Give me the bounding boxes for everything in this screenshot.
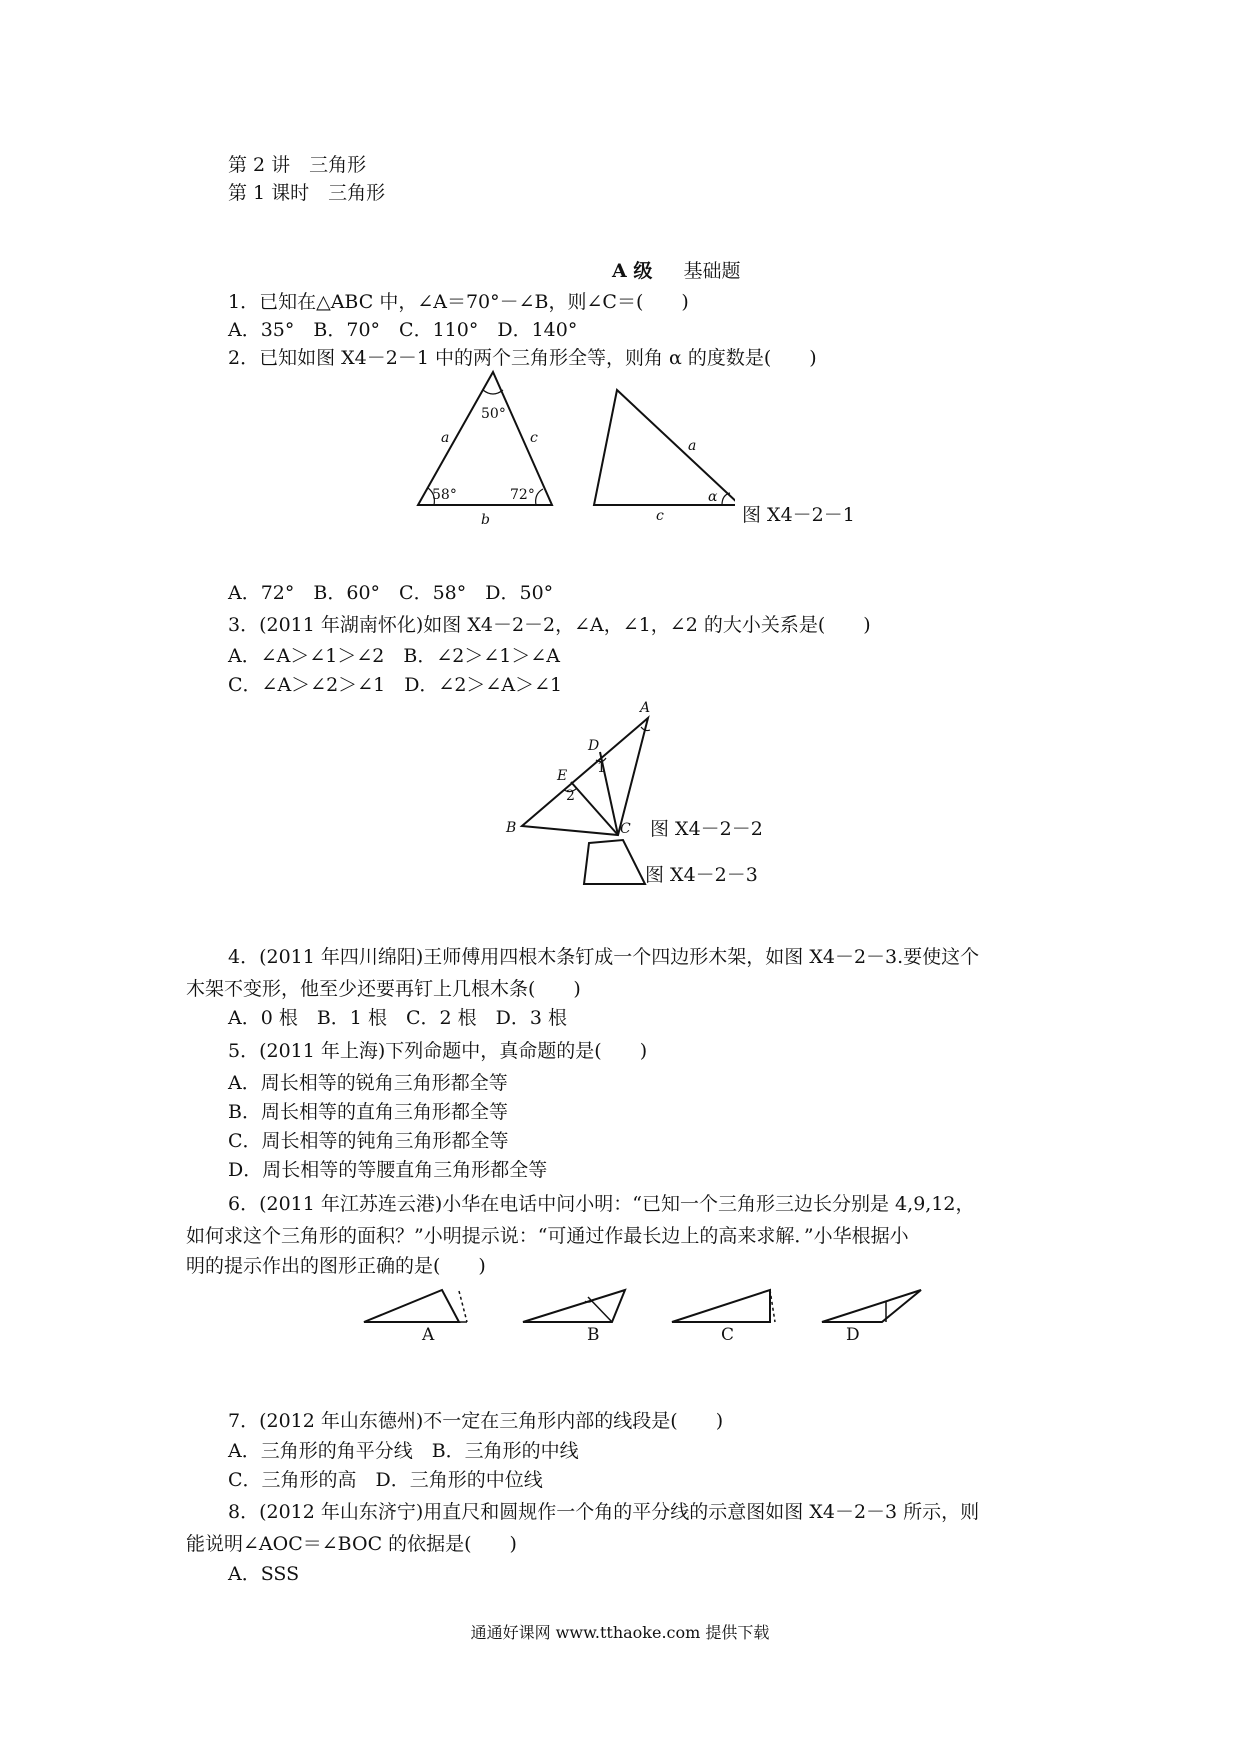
figure-x4-2-3-quadrilateral <box>580 836 648 888</box>
label-a: A <box>640 700 651 716</box>
q4-stem-1: 4．(2011 年四川绵阳)王师傅用四根木条钉成一个四边形木架，如图 X4－2－3.要使这个 <box>228 946 980 968</box>
label-1: 1 <box>597 760 606 776</box>
figure-x4-2-2 <box>500 698 660 838</box>
q6-choice-figures <box>360 1285 930 1345</box>
choice-b-triangle <box>523 1290 625 1322</box>
q1-options: A．35° B．70° C．110° D．140° <box>228 319 578 341</box>
section-level: A 级 <box>612 260 653 282</box>
figure-x4-2-2-caption: 图 X4－2－2 <box>650 818 763 840</box>
right-side-a: a <box>688 438 697 454</box>
left-side-b: b <box>481 512 490 528</box>
label-d: D <box>588 738 600 754</box>
choice-c-label: C <box>721 1325 735 1345</box>
q6-stem-3: 明的提示作出的图形正确的是( ) <box>186 1255 486 1277</box>
q5-option-c: C．周长相等的钝角三角形都全等 <box>228 1130 509 1152</box>
top-angle-arc <box>483 390 503 394</box>
q2-stem: 2．已知如图 X4－2－1 中的两个三角形全等，则角 α 的度数是( ) <box>228 347 817 369</box>
q8-stem-1: 8．(2012 年山东济宁)用直尺和圆规作一个角的平分线的示意图如图 X4－2－3 所示，则 <box>228 1501 980 1523</box>
q7-options-2: C．三角形的高 D．三角形的中位线 <box>228 1469 543 1491</box>
label-b: B <box>506 820 517 836</box>
choice-a-height <box>459 1291 467 1322</box>
left-side-c: c <box>530 430 538 446</box>
page-footer: 通通好课网 www.tthaoke.com 提供下载 <box>470 1623 770 1642</box>
q7-options-1: A．三角形的角平分线 B．三角形的中线 <box>228 1440 579 1462</box>
q4-stem-2: 木架不变形，他至少还要再钉上几根木条( ) <box>186 978 581 1000</box>
section-title: 基础题 <box>683 260 741 282</box>
q5-option-d: D．周长相等的等腰直角三角形都全等 <box>228 1159 548 1181</box>
alpha-label: α <box>708 489 718 505</box>
choice-b-label: B <box>587 1325 600 1345</box>
q6-stem-2: 如何求这个三角形的面积？”小明提示说：“可通过作最长边上的高来求解．”小华根据小 <box>186 1225 909 1247</box>
right-angle-label: 72° <box>510 487 535 503</box>
q5-option-b: B．周长相等的直角三角形都全等 <box>228 1101 508 1123</box>
choice-d-label: D <box>846 1325 860 1345</box>
choice-a-label: A <box>422 1325 435 1345</box>
section-heading <box>612 258 740 284</box>
left-angle-label: 58° <box>432 487 457 503</box>
figure-x4-2-1 <box>405 368 735 528</box>
label-2: 2 <box>566 788 575 804</box>
q3-stem: 3．(2011 年湖南怀化)如图 X4－2－2，∠A，∠1，∠2 的大小关系是( ) <box>228 614 871 636</box>
q3-options-1: A．∠A＞∠1＞∠2 B．∠2＞∠1＞∠A <box>228 645 560 667</box>
q2-options: A．72° B．60° C．58° D．50° <box>228 582 554 604</box>
right-angle-arc <box>536 489 543 505</box>
lesson-title: 第 1 课时 三角形 <box>228 182 386 204</box>
q6-stem-1: 6．(2011 年江苏连云港)小华在电话中问小明：“已知一个三角形三边长分别是 4,9,12， <box>228 1193 975 1215</box>
triangle-abc <box>522 718 648 835</box>
choice-d-triangle <box>822 1290 921 1322</box>
q8-option-a: A．SSS <box>228 1563 300 1585</box>
top-angle-label: 50° <box>481 406 506 422</box>
lecture-title: 第 2 讲 三角形 <box>228 154 367 176</box>
q4-options: A．0 根 B．1 根 C．2 根 D．3 根 <box>228 1007 567 1029</box>
right-triangle <box>594 390 735 505</box>
q7-stem: 7．(2012 年山东德州)不一定在三角形内部的线段是( ) <box>228 1410 724 1432</box>
q5-stem: 5．(2011 年上海)下列命题中，真命题的是( ) <box>228 1040 648 1062</box>
segment-ce <box>571 782 618 835</box>
q1-stem: 1．已知在△ABC 中，∠A＝70°－∠B，则∠C＝( ) <box>228 291 689 313</box>
choice-c-triangle <box>672 1290 770 1322</box>
label-e: E <box>557 768 568 784</box>
right-side-c: c <box>656 508 664 524</box>
label-c: C <box>620 821 631 837</box>
choice-a-triangle <box>364 1290 459 1322</box>
left-side-a: a <box>441 430 450 446</box>
q3-options-2: C．∠A＞∠2＞∠1 D．∠2＞∠A＞∠1 <box>228 674 563 696</box>
figure-x4-2-3-caption: 图 X4－2－3 <box>645 864 758 886</box>
q5-option-a: A．周长相等的锐角三角形都全等 <box>228 1072 508 1094</box>
quadrilateral-frame <box>584 840 645 884</box>
q8-stem-2: 能说明∠AOC＝∠BOC 的依据是( ) <box>186 1533 517 1555</box>
figure-x4-2-1-caption: 图 X4－2－1 <box>742 504 855 526</box>
